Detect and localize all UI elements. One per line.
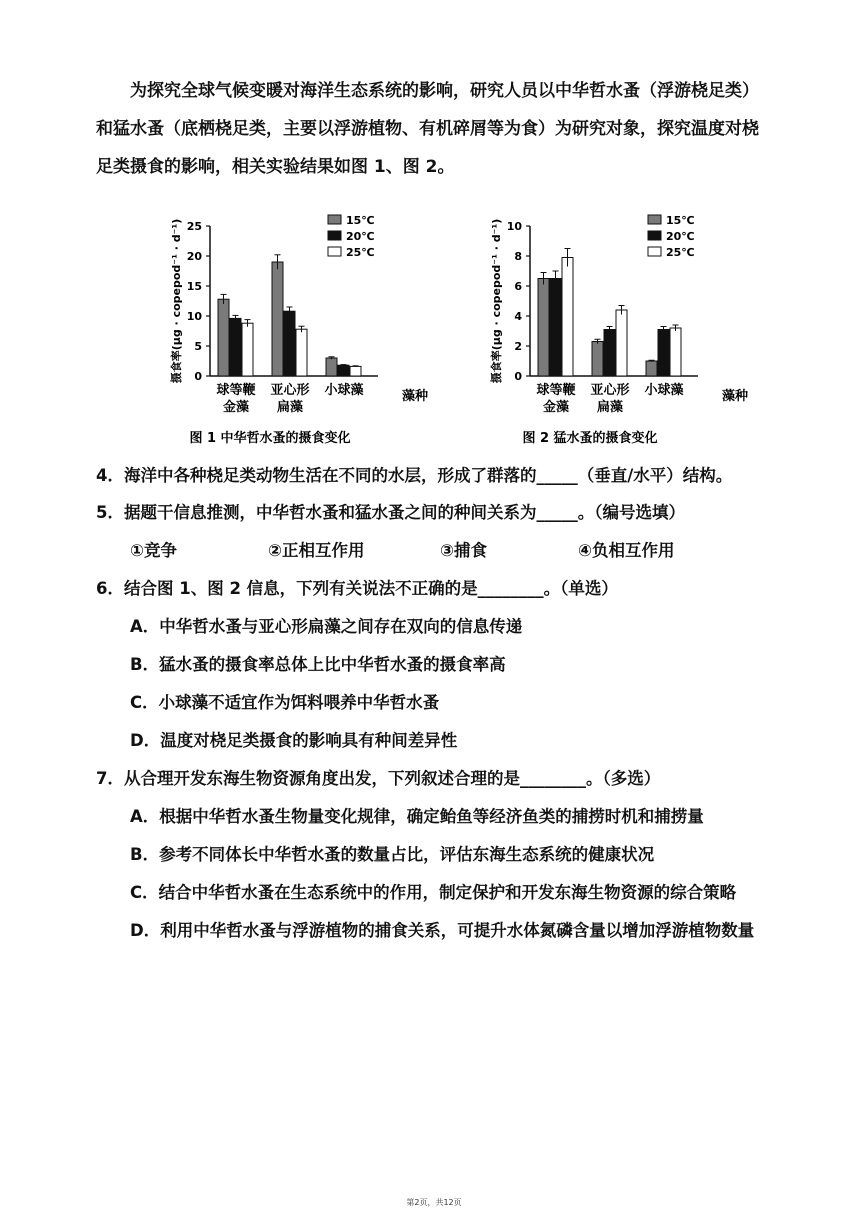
y-axis-label: 摄食率(μg · copepod⁻¹ · d⁻¹)	[490, 218, 503, 384]
y-tick-label: 10	[186, 310, 202, 323]
q6-option-b: B．猛水蚤的摄食率总体上比中华哲水蚤的摄食率高	[130, 655, 506, 674]
bar	[272, 262, 283, 376]
category-label: 小球藻	[644, 383, 684, 398]
category-label: 扁藻	[596, 400, 624, 415]
question-4: 4．海洋中各种桡足类动物生活在不同的水层，形成了群落的_____（垂直/水平）结构。	[96, 466, 733, 485]
bar	[284, 311, 295, 376]
intro-line-2: 和猛水蚤（底栖桡足类，主要以浮游植物、有机碎屑等为食）为研究对象，探究温度对桡	[96, 119, 759, 139]
bar	[296, 329, 307, 376]
legend-swatch	[328, 247, 341, 256]
legend-label: 25℃	[346, 246, 375, 259]
q6-option-a: A．中华哲水蚤与亚心形扁藻之间存在双向的信息传递	[130, 617, 523, 636]
y-tick-label: 20	[186, 250, 202, 263]
category-label: 亚心形	[270, 383, 310, 398]
legend-swatch	[648, 215, 661, 224]
question-6: 6．结合图 1、图 2 信息，下列有关说法不正确的是________。（单选）	[96, 579, 618, 598]
bar	[338, 365, 349, 376]
bar	[670, 328, 681, 376]
figures	[150, 200, 770, 460]
bar	[230, 318, 241, 376]
bar	[604, 330, 615, 377]
legend-label: 25℃	[666, 246, 695, 259]
bar	[550, 279, 561, 377]
figure-2-chart	[470, 200, 750, 460]
category-label: 扁藻	[276, 400, 304, 415]
y-axis-label: 摄食率(μg · copepod⁻¹ · d⁻¹)	[170, 218, 183, 384]
bar	[242, 323, 253, 376]
bar	[616, 310, 627, 376]
q6-option-c: C．小球藻不适宜作为饵料喂养中华哲水蚤	[130, 693, 440, 712]
category-label: 球等鞭	[536, 383, 576, 398]
bar	[326, 358, 337, 376]
bar	[562, 258, 573, 377]
category-label: 金藻	[222, 400, 250, 415]
q7-option-c: C．结合中华哲水蚤在生态系统中的作用，制定保护和开发东海生物资源的综合策略	[130, 883, 737, 902]
q7-option-a: A．根据中华哲水蚤生物量变化规律，确定鲐鱼等经济鱼类的捕捞时机和捕捞量	[130, 807, 704, 826]
y-tick-label: 15	[186, 280, 202, 293]
bar	[218, 299, 229, 376]
intro-line-1: 为探究全球气候变暖对海洋生态系统的影响，研究人员以中华哲水蚤（浮游桡足类）	[130, 81, 759, 101]
q7-option-d: D．利用中华哲水蚤与浮游植物的捕食关系，可提升水体氮磷含量以增加浮游植物数量	[130, 921, 755, 940]
y-tick-label: 5	[194, 340, 202, 353]
page-footer: 第2页，共12页	[406, 1198, 462, 1207]
category-label: 金藻	[542, 400, 570, 415]
intro-paragraph	[96, 72, 796, 186]
legend-label: 20℃	[346, 230, 375, 243]
chart-title: 图 1 中华哲水蚤的摄食变化	[189, 431, 351, 446]
figure-1-chart	[150, 200, 429, 460]
y-tick-label: 0	[194, 370, 202, 383]
bar	[350, 366, 361, 376]
legend-swatch	[328, 231, 341, 240]
y-tick-label: 8	[514, 250, 522, 263]
category-label: 小球藻	[324, 383, 364, 398]
bar	[538, 279, 549, 377]
q5-choice-3: ③捕食	[440, 541, 487, 560]
y-tick-label: 2	[514, 340, 522, 353]
y-tick-label: 25	[186, 220, 202, 233]
legend-swatch	[648, 231, 661, 240]
intro-line-3: 足类摄食的影响，相关实验结果如图 1、图 2。	[96, 157, 455, 177]
x-axis-label: 藻种	[722, 389, 749, 404]
category-label: 亚心形	[590, 383, 630, 398]
legend-label: 20℃	[666, 230, 695, 243]
legend-swatch	[328, 215, 341, 224]
q5-choice-2: ②正相互作用	[268, 541, 365, 560]
question-5: 5．据题干信息推测，中华哲水蚤和猛水蚤之间的种间关系为_____。（编号选填）	[96, 503, 685, 522]
q6-option-d: D．温度对桡足类摄食的影响具有种间差异性	[130, 731, 458, 750]
bar	[592, 342, 603, 377]
bar	[658, 330, 669, 377]
y-tick-label: 0	[514, 370, 522, 383]
x-axis-label: 藻种	[402, 389, 429, 404]
q7-option-b: B．参考不同体长中华哲水蚤的数量占比，评估东海生态系统的健康状况	[130, 845, 655, 864]
bar	[646, 361, 657, 376]
legend-swatch	[648, 247, 661, 256]
q5-choice-4: ④负相互作用	[578, 541, 675, 560]
category-label: 球等鞭	[216, 383, 256, 398]
y-tick-label: 4	[514, 310, 522, 323]
question-7: 7．从合理开发东海生物资源角度出发，下列叙述合理的是________。（多选）	[96, 769, 661, 788]
chart-title: 图 2 猛水蚤的摄食变化	[522, 431, 658, 446]
q5-choice-1: ①竞争	[130, 541, 177, 560]
legend-label: 15℃	[666, 214, 695, 227]
y-tick-label: 6	[514, 280, 522, 293]
legend-label: 15℃	[346, 214, 375, 227]
y-tick-label: 10	[506, 220, 522, 233]
